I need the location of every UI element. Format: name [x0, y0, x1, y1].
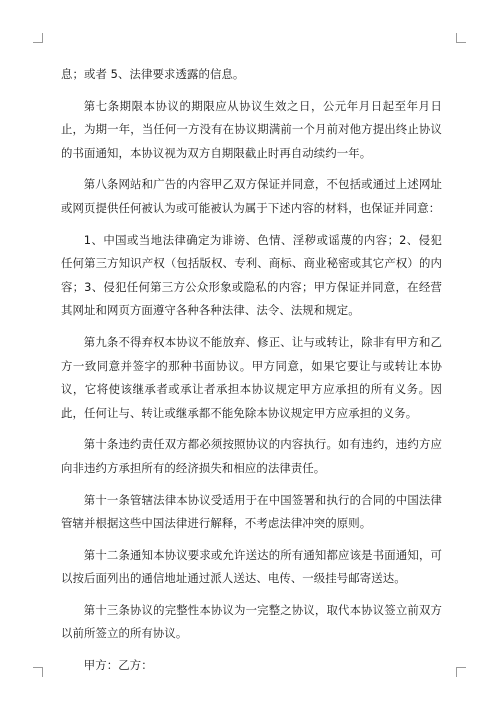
- signature-line: 甲方：乙方：: [83, 658, 153, 673]
- paragraph-continuation: 息；或者 5、法律要求透露的信息。: [61, 67, 245, 81]
- paragraph-article-8: 第八条网站和广告的内容甲乙双方保证并同意，不包括或通过上述网址或网页提供任何被认为或可能被认为属于下述内容的材料，也保证并同意：: [61, 177, 442, 215]
- crop-mark-bottom-right: [456, 667, 466, 677]
- document-body: [61, 63, 442, 686]
- paragraph-article-7: 第七条期限本协议的期限应从协议生效之日，公元年月日起至年月日止，为期一年，当任何一方没有在协议期满前一个月前对他方提出终止协议的书面通知，本协议视为双方自期限截止时再自动续约一年。: [61, 98, 442, 160]
- paragraph-article-9: 第九条不得弃权本协议不能放弃、修正、让与或转让，除非有甲方和乙方一致同意并签字的那种书面协议。甲方同意，如果它要让与或转让本协议，它将使该继承者或承让者承担本协议规定甲方应承担的所有义务。因此，任何让与、转让或继承都不能免除本协议规定甲方应承担的义务。: [61, 334, 442, 420]
- crop-mark-bottom-left: [33, 667, 43, 677]
- paragraph-article-12: 第十二条通知本协议要求或允许送达的所有通知都应该是书面通知，可以按后面列出的通信地址通过派人送达、电传、一级挂号邮寄送达。: [61, 547, 442, 586]
- paragraph-article-8-items: 1、中国或当地法律确定为诽谤、色情、淫秽或谣蔑的内容；2、侵犯任何第三方知识产权（包括版权、专利、商标、商业秘密或其它产权）的内容；3、侵犯任何第三方公众形象或隐私的内容；甲方保证并同意，在经营其网址和网页方面遵守各种各种法律、法令、法规和规定。: [61, 232, 442, 318]
- paragraph-article-11: 第十一条管辖法律本协议受适用于在中国签署和执行的合同的中国法律管辖并根据这些中国法律进行解释，不考虑法律冲突的原则。: [61, 492, 442, 531]
- paragraph-article-13: 第十三条协议的完整性本协议为一完整之协议，取代本协议签立前双方以前所签立的所有协议。: [61, 602, 442, 641]
- paragraph-article-10: 第十条违约责任双方都必须按照协议的内容执行。如有违约，违约方应向非违约方承担所有的经济损失和相应的法律责任。: [61, 437, 442, 475]
- crop-mark-top-right: [456, 33, 466, 43]
- crop-mark-top-left: [33, 33, 43, 43]
